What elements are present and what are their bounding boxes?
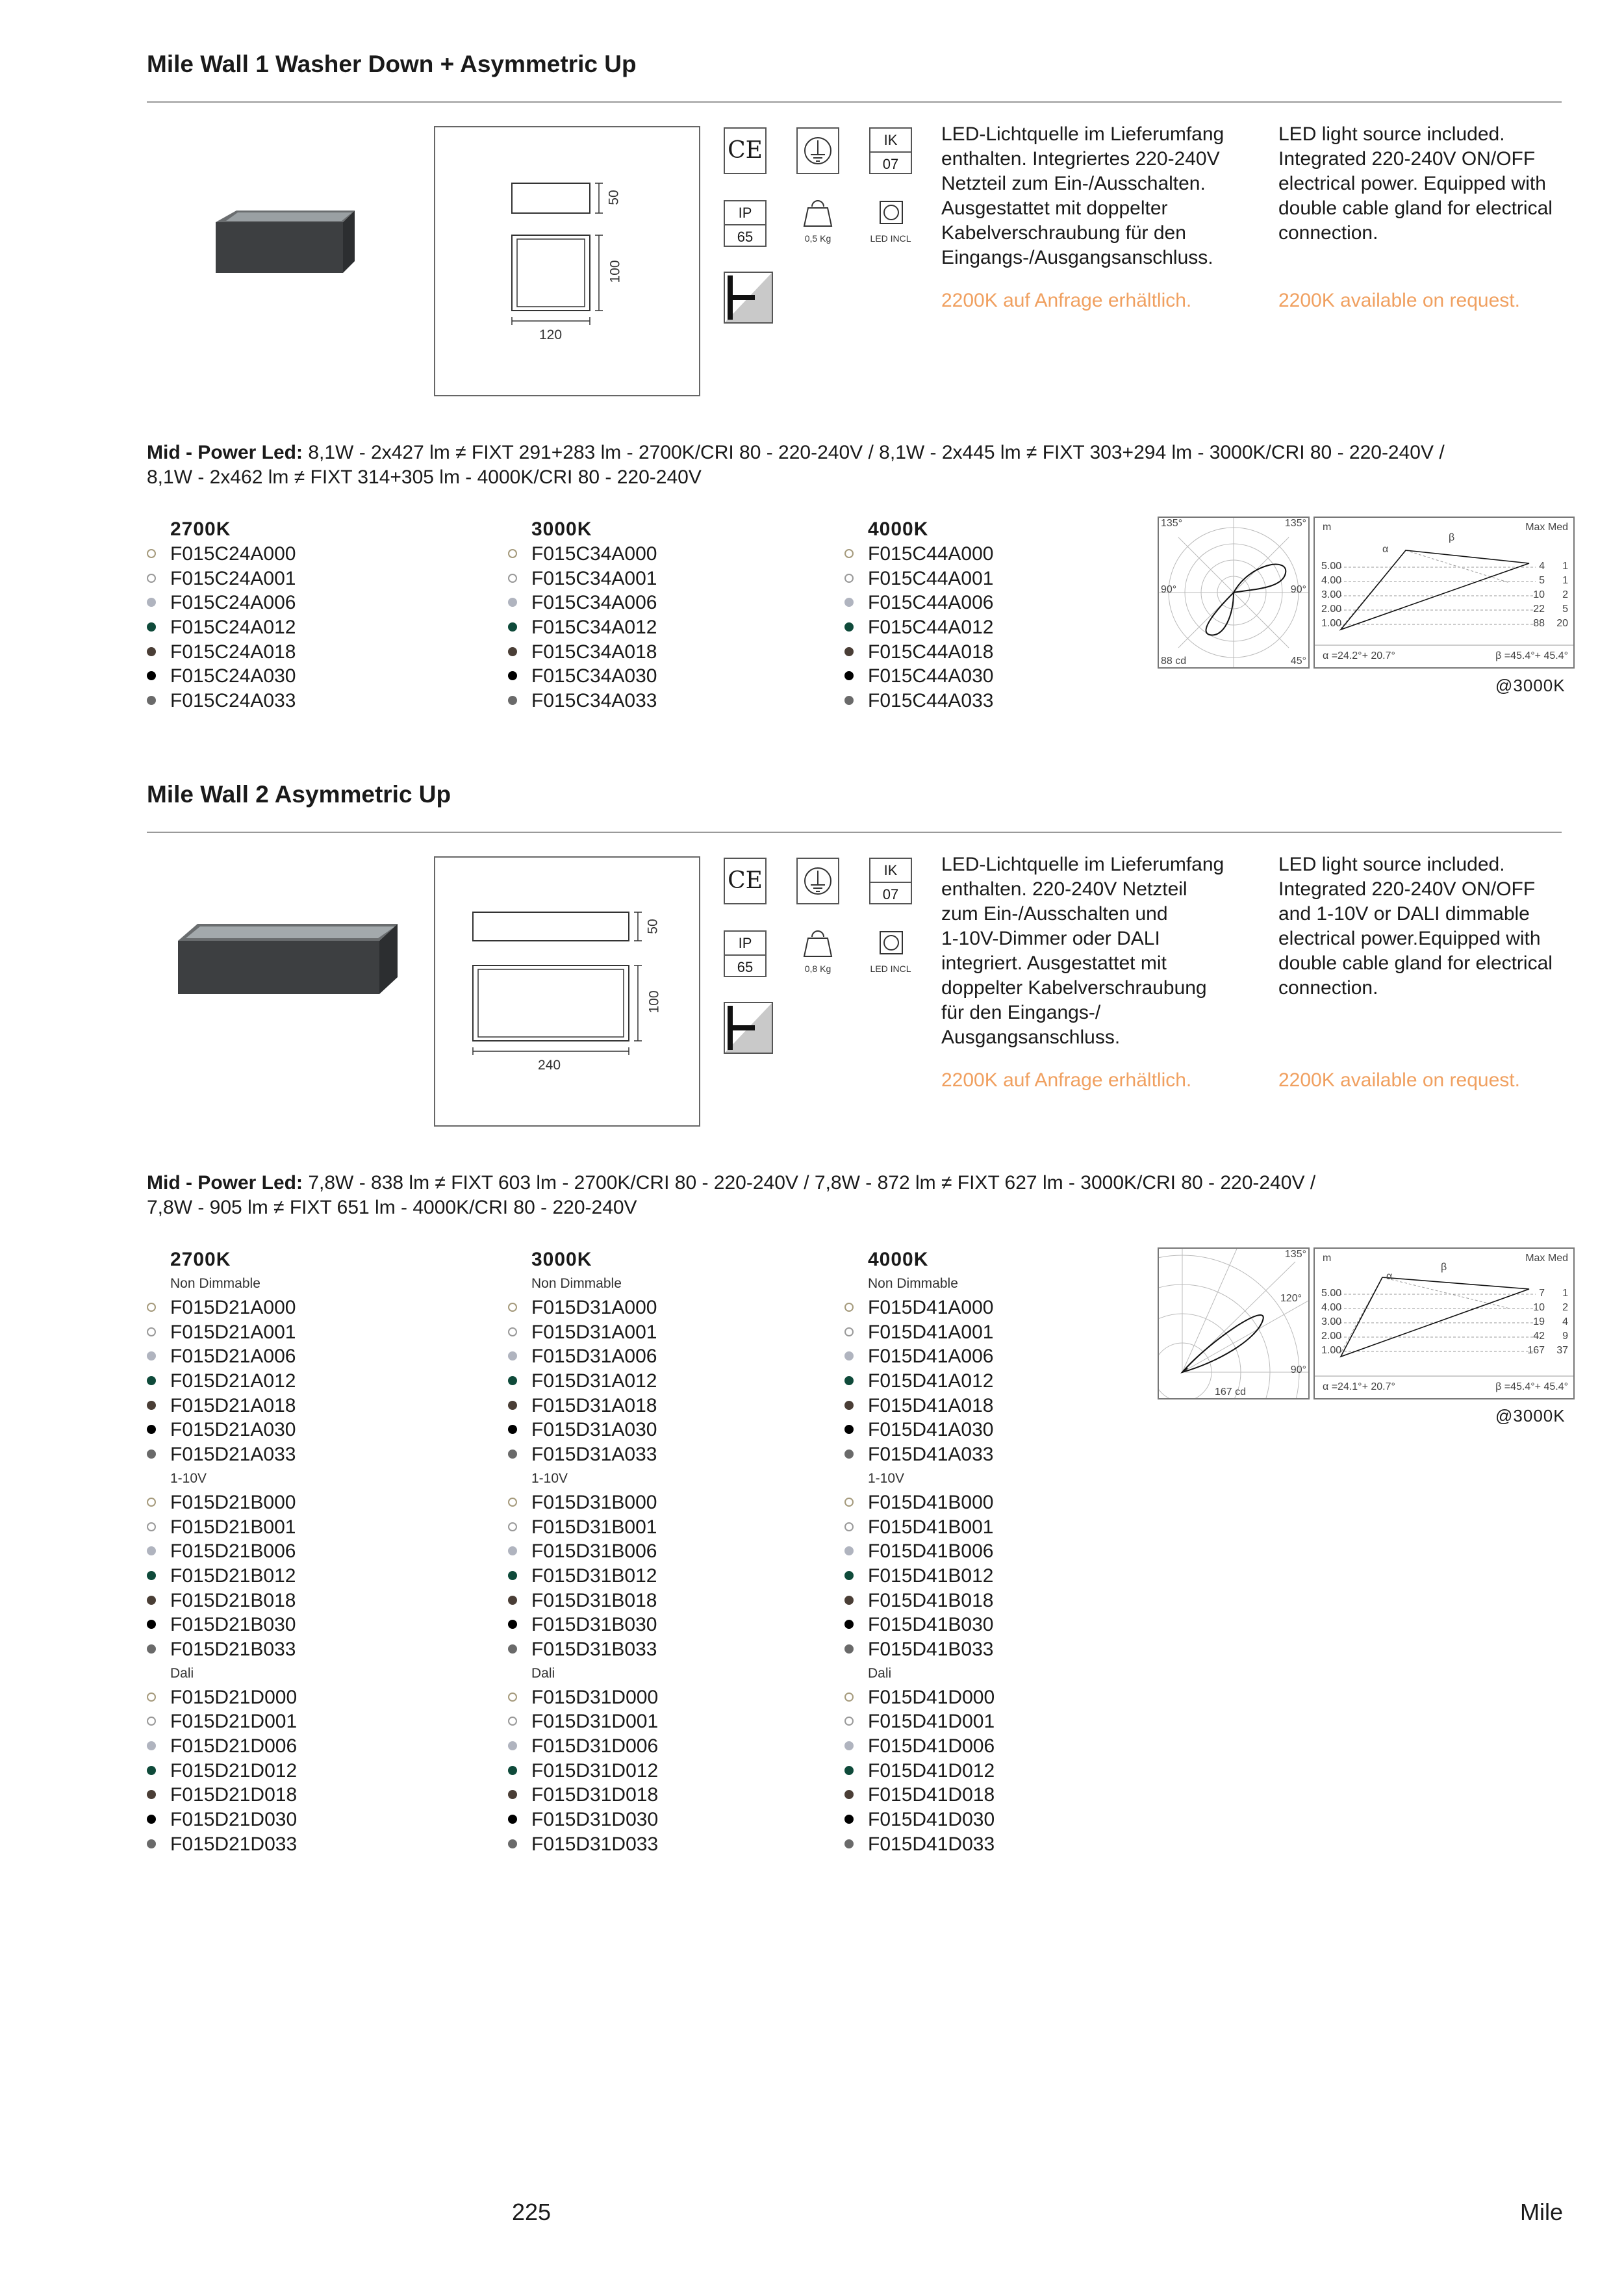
finish-color-swatch [147, 1546, 156, 1555]
product-code: F015D31D033 [508, 1832, 658, 1857]
finish-color-swatch [844, 1546, 854, 1555]
finish-color-swatch [508, 696, 517, 705]
finish-color-swatch [508, 574, 517, 583]
finish-color-swatch [508, 1815, 517, 1824]
product-code: F015D41A033 [844, 1442, 995, 1467]
finish-color-swatch [508, 598, 517, 607]
led-included-icon: LED INCL [869, 198, 912, 244]
product-code: F015D31B018 [508, 1589, 658, 1613]
product-code: F015D31B001 [508, 1515, 658, 1540]
ik-rating-icon: IK 07 [869, 127, 912, 174]
product-code: F015D31A030 [508, 1418, 658, 1442]
product-1-dimension-drawing [434, 126, 700, 396]
product-code: F015D31B033 [508, 1637, 658, 1662]
finish-color-swatch [147, 1498, 156, 1507]
finish-color-swatch [508, 1766, 517, 1775]
product-code: F015D41D000 [844, 1685, 995, 1710]
finish-color-swatch [844, 1351, 854, 1361]
finish-color-swatch [147, 1351, 156, 1361]
led-included-icon: LED INCL [869, 928, 912, 975]
column-heading: 4000K [868, 1249, 929, 1270]
product-code: F015C24A030 [147, 664, 296, 689]
finish-color-swatch [147, 696, 156, 705]
finish-color-swatch [844, 647, 854, 656]
product-code: F015D41B006 [844, 1539, 995, 1564]
cone-row: 3.00 10 2 [1321, 589, 1568, 600]
finish-color-swatch [508, 1450, 517, 1459]
finish-color-swatch [147, 1620, 156, 1629]
finish-color-swatch [508, 1571, 517, 1580]
finish-color-swatch [147, 671, 156, 680]
product-code: F015D21B030 [147, 1613, 297, 1637]
product-code: F015C24A033 [147, 689, 296, 713]
group-label: Dali [868, 1665, 892, 1681]
finish-color-swatch [508, 1498, 517, 1507]
column-heading: 3000K [531, 518, 592, 540]
product-1-note-de: 2200K auf Anfrage erhältlich. [941, 290, 1192, 311]
product-code: F015D31A018 [508, 1394, 658, 1418]
product-2-note-de: 2200K auf Anfrage erhältlich. [941, 1069, 1192, 1091]
finish-color-swatch [147, 1766, 156, 1775]
finish-color-swatch [147, 1571, 156, 1580]
cone-row: 5.00 4 1 [1321, 561, 1568, 572]
finish-color-swatch [508, 1376, 517, 1385]
product-code: F015D31B000 [508, 1490, 658, 1515]
product-code: F015D41D006 [844, 1734, 995, 1759]
ce-icon: CE [724, 127, 767, 174]
finish-color-swatch [508, 1620, 517, 1629]
product-1-codes-3000k [508, 517, 657, 713]
product-code: F015D41A001 [844, 1320, 995, 1345]
product-code: F015D21B001 [147, 1515, 297, 1540]
product-1-cone-diagram: m Max Med β α 5.00 4 1 4.00 5 1 3.00 10 2 2.00 22 5 1.00 88 20 α =24.2°+ 20.7° β =45.4°+ 45.4° [1313, 517, 1575, 669]
product-1-description-de: LED-Lichtquelle im Lieferumfang enthalten. Integriertes 220-240V Netzteil zum Ein-/Ausschalten. Ausgestattet mit doppelter Kabelverschraubung für den Eingangs-/Ausgangsanschluss. [941, 123, 1224, 268]
column-heading: 4000K [868, 518, 929, 540]
product-code: F015D21D030 [147, 1808, 297, 1832]
finish-color-swatch [508, 1401, 517, 1410]
finish-color-swatch [147, 1839, 156, 1848]
dim-width: 120 [539, 327, 563, 342]
ground-icon [796, 127, 839, 174]
product-code: F015D41A012 [844, 1369, 995, 1394]
product-code: F015D41A018 [844, 1394, 995, 1418]
ip-rating-icon: IP 65 [724, 200, 767, 247]
weight-icon: 0,8 Kg [796, 928, 839, 975]
product-code: F015C34A001 [508, 567, 657, 591]
product-2-codes-4000k [844, 1247, 995, 1856]
product-1-temp-note: @3000K [1495, 676, 1566, 695]
finish-color-swatch [508, 1693, 517, 1702]
finish-color-swatch [147, 1327, 156, 1336]
finish-color-swatch [508, 1351, 517, 1361]
product-2-spec: Mid - Power Led: 7,8W - 838 lm ≠ FIXT 603 lm - 2700K/CRI 80 - 220-240V / 7,8W - 872 lm ≠ FIXT 627 lm - 3000K/CRI 80 - 220-240V / 7,8W - 905 lm ≠ FIXT 651 lm - 4000K/CRI 80 - 220-240V [147, 1172, 1316, 1218]
product-code: F015D31B006 [508, 1539, 658, 1564]
wall-mount-icon [724, 1002, 773, 1054]
ground-icon [796, 858, 839, 904]
cone-row: 1.00 88 20 [1321, 618, 1568, 629]
finish-color-swatch [508, 647, 517, 656]
product-code: F015D21A006 [147, 1344, 297, 1369]
product-2-codes-2700k [147, 1247, 297, 1856]
product-code: F015C44A006 [844, 591, 993, 615]
product-code: F015C34A030 [508, 664, 657, 689]
finish-color-swatch [147, 1717, 156, 1726]
product-code: F015D21B033 [147, 1637, 297, 1662]
weight-icon: 0,5 Kg [796, 198, 839, 244]
finish-color-swatch [147, 1450, 156, 1459]
product-code: F015C34A033 [508, 689, 657, 713]
finish-color-swatch [844, 1620, 854, 1629]
group-label: Dali [170, 1665, 194, 1681]
ip-rating-icon: IP 65 [724, 930, 767, 977]
product-code: F015D41A030 [844, 1418, 995, 1442]
product-code: F015C44A030 [844, 664, 993, 689]
product-code: F015C44A001 [844, 567, 993, 591]
product-1-description-en: LED light source included. Integrated 220-240V ON/OFF electrical power. Equipped with double cable gland for electrical connection. [1278, 123, 1553, 244]
product-code: F015D31A000 [508, 1296, 658, 1320]
finish-color-swatch [844, 1815, 854, 1824]
product-2-description-en: LED light source included. Integrated 220-240V ON/OFF and 1-10V or DALI dimmable electrical power.Equipped with double cable gland for electrical connection. [1278, 854, 1553, 999]
product-1-image [208, 208, 364, 279]
column-heading: 3000K [531, 1249, 592, 1270]
finish-color-swatch [508, 1522, 517, 1531]
product-code: F015D21B012 [147, 1564, 297, 1589]
finish-color-swatch [844, 1766, 854, 1775]
dim-height-top: 50 [606, 190, 622, 205]
product-2-rule [147, 832, 1562, 833]
finish-color-swatch [508, 1839, 517, 1848]
product-2-temp-note: @3000K [1495, 1406, 1566, 1425]
finish-color-swatch [508, 1546, 517, 1555]
cone-row: 4.00 5 1 [1321, 575, 1568, 586]
finish-color-swatch [147, 1376, 156, 1385]
finish-color-swatch [147, 1741, 156, 1750]
product-code: F015D31D018 [508, 1783, 658, 1808]
cone-row: 4.00 10 2 [1321, 1302, 1568, 1313]
product-code: F015D21A000 [147, 1296, 297, 1320]
finish-color-swatch [844, 696, 854, 705]
finish-color-swatch [844, 1376, 854, 1385]
product-2-note-en: 2200K available on request. [1278, 1069, 1520, 1091]
product-code: F015D21A030 [147, 1418, 297, 1442]
finish-color-swatch [844, 598, 854, 607]
finish-color-swatch [147, 598, 156, 607]
brand-name: Mile [1520, 2199, 1564, 2225]
product-2-dimension-drawing [434, 856, 700, 1127]
product-code: F015D31A012 [508, 1369, 658, 1394]
product-1-codes-2700k [147, 517, 296, 713]
dim-width: 240 [538, 1058, 561, 1073]
product-code: F015D31D001 [508, 1709, 658, 1734]
finish-color-swatch [508, 1717, 517, 1726]
wall-mount-icon [724, 272, 773, 324]
group-label: Non Dimmable [868, 1276, 958, 1291]
finish-color-swatch [844, 1450, 854, 1459]
product-code: F015D41B001 [844, 1515, 995, 1540]
dim-height-bottom: 100 [607, 260, 623, 283]
product-code: F015C24A018 [147, 640, 296, 665]
finish-color-swatch [147, 1693, 156, 1702]
product-code: F015C24A006 [147, 591, 296, 615]
group-label: 1-10V [170, 1470, 207, 1486]
page-number: 225 [512, 2199, 552, 2225]
finish-color-swatch [844, 1741, 854, 1750]
finish-color-swatch [844, 1644, 854, 1654]
product-code: F015D41D030 [844, 1808, 995, 1832]
finish-color-swatch [147, 1790, 156, 1799]
group-label: Non Dimmable [531, 1276, 622, 1291]
product-code: F015D31A033 [508, 1442, 658, 1467]
product-code: F015D21A033 [147, 1442, 297, 1467]
product-code: F015C44A012 [844, 615, 993, 640]
product-code: F015C24A012 [147, 615, 296, 640]
cone-row: 2.00 42 9 [1321, 1331, 1568, 1342]
finish-color-swatch [147, 1644, 156, 1654]
dim-height-top: 50 [645, 919, 661, 934]
product-code: F015C34A012 [508, 615, 657, 640]
finish-color-swatch [844, 549, 854, 558]
product-2-image [174, 921, 401, 998]
ce-icon: CE [724, 858, 767, 904]
finish-color-swatch [844, 1425, 854, 1434]
finish-color-swatch [844, 1693, 854, 1702]
product-code: F015D31D030 [508, 1808, 658, 1832]
product-code: F015D31A001 [508, 1320, 658, 1345]
finish-color-swatch [508, 549, 517, 558]
product-code: F015D21D000 [147, 1685, 297, 1710]
product-code: F015D21A012 [147, 1369, 297, 1394]
product-code: F015C24A001 [147, 567, 296, 591]
finish-color-swatch [508, 1741, 517, 1750]
finish-color-swatch [844, 1498, 854, 1507]
product-1-note-en: 2200K available on request. [1278, 290, 1520, 311]
finish-color-swatch [844, 1596, 854, 1605]
product-code: F015D21A001 [147, 1320, 297, 1345]
product-code: F015C44A033 [844, 689, 993, 713]
product-code: F015D21D018 [147, 1783, 297, 1808]
product-code: F015C34A006 [508, 591, 657, 615]
product-code: F015C34A000 [508, 542, 657, 567]
finish-color-swatch [147, 1596, 156, 1605]
product-2-title: Mile Wall 2 Asymmetric Up [147, 781, 451, 808]
finish-color-swatch [508, 1596, 517, 1605]
finish-color-swatch [844, 1522, 854, 1531]
cone-row: 1.00 167 37 [1321, 1345, 1568, 1356]
finish-color-swatch [508, 1790, 517, 1799]
product-code: F015D21D001 [147, 1709, 297, 1734]
finish-color-swatch [508, 1644, 517, 1654]
dim-height-bottom: 100 [646, 990, 662, 1014]
product-code: F015D21D012 [147, 1759, 297, 1783]
product-code: F015D31B030 [508, 1613, 658, 1637]
product-code: F015D41A000 [844, 1296, 995, 1320]
finish-color-swatch [844, 574, 854, 583]
product-code: F015D31D012 [508, 1759, 658, 1783]
finish-color-swatch [147, 549, 156, 558]
product-2-codes-3000k [508, 1247, 658, 1856]
product-code: F015D31D000 [508, 1685, 658, 1710]
product-code: F015D41D001 [844, 1709, 995, 1734]
group-label: Non Dimmable [170, 1276, 260, 1291]
finish-color-swatch [147, 1425, 156, 1434]
product-code: F015D41B018 [844, 1589, 995, 1613]
product-code: F015D41D033 [844, 1832, 995, 1857]
column-heading: 2700K [170, 1249, 231, 1270]
product-code: F015D21A018 [147, 1394, 297, 1418]
group-label: 1-10V [531, 1470, 568, 1486]
product-code: F015D21D033 [147, 1832, 297, 1857]
product-code: F015D41D012 [844, 1759, 995, 1783]
finish-color-swatch [508, 1303, 517, 1312]
product-code: F015C44A018 [844, 640, 993, 665]
group-label: 1-10V [868, 1470, 905, 1486]
product-1-polar-diagram: 135° 135° 90° 90° 88 cd 45° [1158, 517, 1310, 669]
column-heading: 2700K [170, 518, 231, 540]
finish-color-swatch [844, 1790, 854, 1799]
finish-color-swatch [844, 671, 854, 680]
product-code: F015D31B012 [508, 1564, 658, 1589]
ik-rating-icon: IK 07 [869, 858, 912, 904]
finish-color-swatch [147, 647, 156, 656]
product-2-cone-diagram: m Max Med β α 5.00 7 1 4.00 10 2 3.00 19 4 2.00 42 9 1.00 167 37 α =24.1°+ 20.7° β =45.4°+ 45.4° [1313, 1247, 1575, 1399]
finish-color-swatch [508, 622, 517, 632]
product-code: F015C24A000 [147, 542, 296, 567]
product-code: F015D21B006 [147, 1539, 297, 1564]
finish-color-swatch [844, 1303, 854, 1312]
product-1-spec: Mid - Power Led: 8,1W - 2x427 lm ≠ FIXT 291+283 lm - 2700K/CRI 80 - 220-240V / 8,1W - 2x445 lm ≠ FIXT 303+294 lm - 3000K/CRI 80 - 220-240V / 8,1W - 2x462 lm ≠ FIXT 314+305 lm - 4000K/CRI 80 - 220-240V [147, 442, 1445, 488]
finish-color-swatch [508, 1425, 517, 1434]
finish-color-swatch [844, 1327, 854, 1336]
product-code: F015C44A000 [844, 542, 993, 567]
finish-color-swatch [844, 1839, 854, 1848]
product-2-polar-diagram: 135° 120° 90° 167 cd [1158, 1247, 1310, 1399]
product-code: F015D41B000 [844, 1490, 995, 1515]
product-code: F015D41B012 [844, 1564, 995, 1589]
product-code: F015D31A006 [508, 1344, 658, 1369]
product-code: F015D41A006 [844, 1344, 995, 1369]
product-code: F015D21B000 [147, 1490, 297, 1515]
finish-color-swatch [147, 1815, 156, 1824]
finish-color-swatch [147, 622, 156, 632]
finish-color-swatch [844, 1571, 854, 1580]
cone-row: 3.00 19 4 [1321, 1316, 1568, 1327]
finish-color-swatch [508, 671, 517, 680]
product-1-rule [147, 101, 1562, 103]
finish-color-swatch [844, 622, 854, 632]
product-2-description-de: LED-Lichtquelle im Lieferumfang enthalten. 220-240V Netzteil zum Ein-/Ausschalten und 1-10V-Dimmer oder DALI integriert. Ausgestattet mit doppelter Kabelverschraubung für den Eingangs-/ Ausgangsanschluss. [941, 854, 1224, 1048]
finish-color-swatch [844, 1401, 854, 1410]
product-1-codes-4000k [844, 517, 993, 713]
product-code: F015D41B030 [844, 1613, 995, 1637]
cone-row: 2.00 22 5 [1321, 604, 1568, 615]
product-code: F015D41B033 [844, 1637, 995, 1662]
product-code: F015D21B018 [147, 1589, 297, 1613]
product-code: F015D21D006 [147, 1734, 297, 1759]
product-code: F015C34A018 [508, 640, 657, 665]
finish-color-swatch [147, 1522, 156, 1531]
product-1-title: Mile Wall 1 Washer Down + Asymmetric Up [147, 51, 637, 77]
cone-row: 5.00 7 1 [1321, 1288, 1568, 1299]
group-label: Dali [531, 1665, 555, 1681]
finish-color-swatch [147, 1303, 156, 1312]
product-code: F015D41D018 [844, 1783, 995, 1808]
finish-color-swatch [844, 1717, 854, 1726]
product-code: F015D31D006 [508, 1734, 658, 1759]
finish-color-swatch [147, 1401, 156, 1410]
finish-color-swatch [508, 1327, 517, 1336]
finish-color-swatch [147, 574, 156, 583]
